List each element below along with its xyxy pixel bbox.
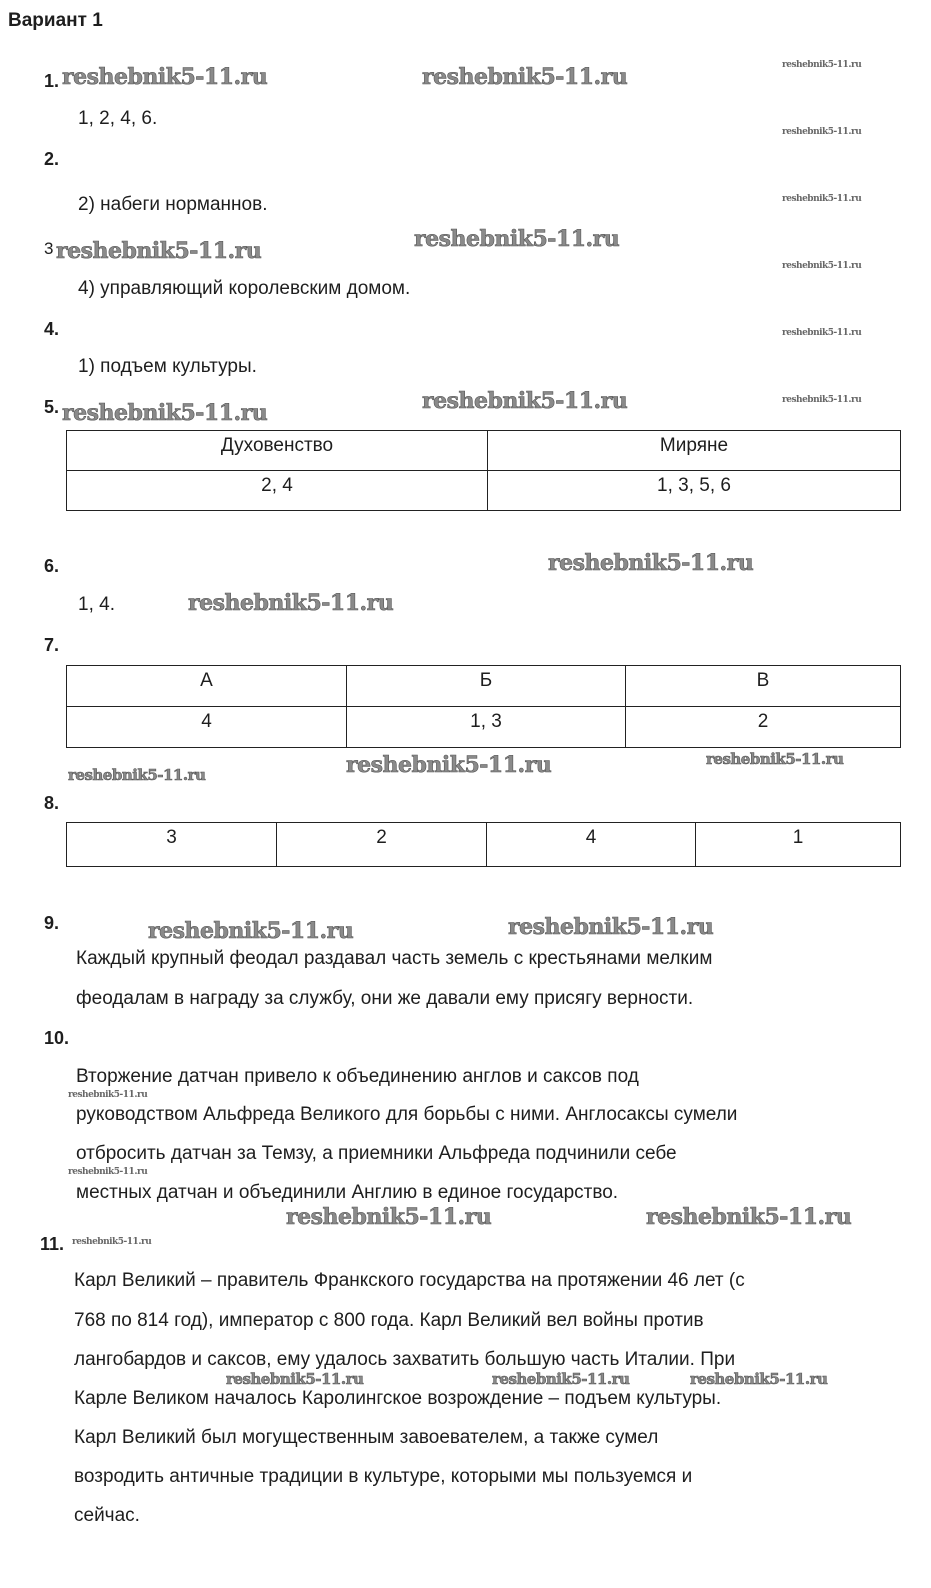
watermark-logo: reshebnik5-11.ru — [188, 590, 394, 616]
watermark-logo: reshebnik5-11.ru — [508, 914, 714, 940]
q11-line: Карле Великом началось Каролингское возрождение – подъем культуры. — [74, 1388, 722, 1409]
q10-number: 10. — [44, 1028, 70, 1048]
watermark-logo: reshebnik5-11.ru — [226, 1370, 364, 1388]
watermark-logo: reshebnik5-11.ru — [782, 60, 862, 70]
watermark-logo: reshebnik5-11.ru — [646, 1204, 852, 1230]
q5-header: Миряне — [488, 431, 901, 471]
q7-cell: 1, 3 — [347, 707, 626, 748]
watermark-logo: reshebnik5-11.ru — [68, 1167, 148, 1177]
q7-header: А — [67, 666, 347, 707]
q5-number: 5. — [44, 397, 60, 417]
watermark-logo: reshebnik5-11.ru — [414, 226, 620, 252]
watermark-logo: reshebnik5-11.ru — [690, 1370, 828, 1388]
q9-number: 9. — [44, 913, 60, 933]
q2-answer: 2) набеги норманнов. — [78, 194, 268, 215]
q8-table — [66, 822, 901, 867]
q1-number: 1. — [44, 71, 60, 91]
q10-line: местных датчан и объединили Англию в единое государство. — [76, 1182, 619, 1203]
q7-cell: 4 — [67, 707, 347, 748]
q7-cell: 2 — [626, 707, 901, 748]
watermark-logo: reshebnik5-11.ru — [56, 238, 262, 264]
watermark-logo: reshebnik5-11.ru — [72, 1237, 152, 1247]
q8-number: 8. — [44, 793, 60, 813]
watermark-logo: reshebnik5-11.ru — [422, 64, 628, 90]
watermark-logo: reshebnik5-11.ru — [62, 400, 268, 426]
q11-line: 768 по 814 год), император с 800 года. Карл Великий вел войны против — [74, 1310, 704, 1331]
watermark-logo: reshebnik5-11.ru — [62, 64, 268, 90]
watermark-logo: reshebnik5-11.ru — [782, 127, 862, 137]
q7-number: 7. — [44, 635, 60, 655]
q11-number: 11. — [40, 1234, 65, 1254]
q10-line: Вторжение датчан привело к объединению англов и саксов под — [76, 1066, 639, 1087]
q4-number: 4. — [44, 319, 60, 339]
watermark-logo: reshebnik5-11.ru — [782, 261, 862, 271]
q3-answer: 4) управляющий королевским домом. — [78, 278, 411, 299]
watermark-logo: reshebnik5-11.ru — [706, 750, 844, 768]
q6-number: 6. — [44, 556, 60, 576]
q2-number: 2. — [44, 149, 60, 169]
q9-line: феодалам в награду за службу, они же давали ему присягу верности. — [76, 988, 694, 1009]
q7-header: В — [626, 666, 901, 707]
watermark-logo: reshebnik5-11.ru — [782, 194, 862, 204]
q8-cell: 1 — [696, 823, 901, 867]
q10-line: отбросить датчан за Темзу, а приемники Альфреда подчинили себе — [76, 1143, 677, 1164]
watermark-logo: reshebnik5-11.ru — [346, 752, 552, 778]
q5-cell: 2, 4 — [67, 471, 488, 511]
watermark-logo: reshebnik5-11.ru — [492, 1370, 630, 1388]
q5-table — [66, 430, 901, 511]
q3-number: 3 — [44, 239, 54, 258]
q5-header: Духовенство — [67, 431, 488, 471]
q7-table — [66, 665, 901, 748]
q8-cell: 2 — [277, 823, 487, 867]
q8-cell: 3 — [67, 823, 277, 867]
watermark-logo: reshebnik5-11.ru — [148, 918, 354, 944]
q11-line: Карл Великий был могущественным завоевателем, а также сумел — [74, 1427, 659, 1448]
q8-cell: 4 — [487, 823, 696, 867]
watermark-logo: reshebnik5-11.ru — [782, 395, 862, 405]
q11-line: возродить античные традиции в культуре, которыми мы пользуемся и — [74, 1466, 693, 1487]
watermark-logo: reshebnik5-11.ru — [422, 388, 628, 414]
watermark-logo: reshebnik5-11.ru — [548, 550, 754, 576]
watermark-logo: reshebnik5-11.ru — [68, 1090, 148, 1100]
q6-answer: 1, 4. — [78, 594, 115, 615]
q10-line: руководством Альфреда Великого для борьбы с ними. Англосаксы сумели — [76, 1104, 738, 1125]
q7-header: Б — [347, 666, 626, 707]
q11-line: Карл Великий – правитель Франкского государства на протяжении 46 лет (с — [74, 1270, 745, 1291]
watermark-logo: reshebnik5-11.ru — [782, 328, 862, 338]
q4-answer: 1) подъем культуры. — [78, 356, 257, 377]
page-title: Вариант 1 — [8, 10, 103, 31]
watermark-logo: reshebnik5-11.ru — [286, 1204, 492, 1230]
q9-line: Каждый крупный феодал раздавал часть земель с крестьянами мелким — [76, 948, 713, 969]
q11-line: лангобардов и саксов, ему удалось захватить большую часть Италии. При — [74, 1349, 736, 1370]
watermark-logo: reshebnik5-11.ru — [68, 766, 206, 784]
q11-line: сейчас. — [74, 1505, 140, 1526]
q5-cell: 1, 3, 5, 6 — [488, 471, 901, 511]
q1-answer: 1, 2, 4, 6. — [78, 108, 158, 129]
